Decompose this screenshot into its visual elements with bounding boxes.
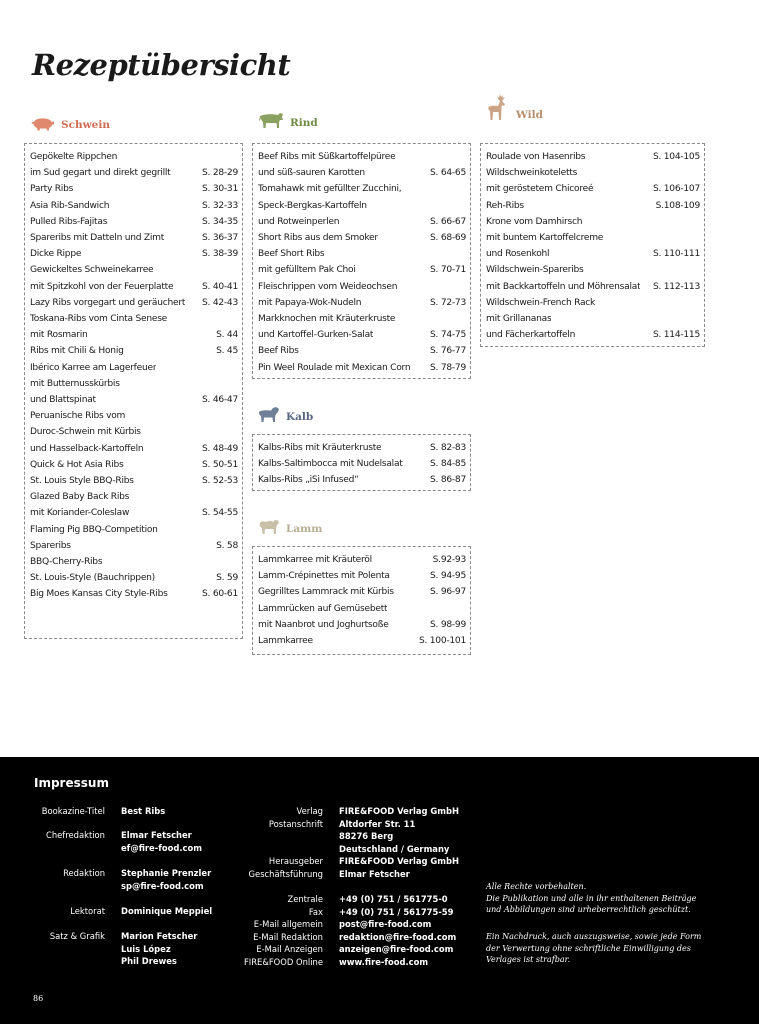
recipe-page: S. 44: [216, 330, 238, 341]
recipe-row: [30, 360, 238, 376]
recipe-page: S. 58: [216, 540, 238, 551]
recipe-page: S. 52-53: [202, 476, 238, 487]
page-title: Rezeptübersicht: [32, 48, 291, 82]
recipe-row: [258, 311, 466, 327]
pig-icon: [31, 117, 55, 131]
recipe-name: Beef Ribs: [258, 346, 299, 357]
recipe-row: [486, 295, 700, 311]
value-address-street: Altdorfer Str. 11: [339, 818, 416, 829]
recipe-name: Beef Ribs mit Süßkartoffelpüree: [258, 152, 396, 162]
value-zentrale: +49 (0) 751 / 561775-0: [339, 894, 448, 904]
recipe-page: S. 84-85: [430, 459, 466, 470]
recipe-name: mit Butternusskürbis: [30, 378, 120, 389]
recipe-name: Tomahawk mit gefüllter Zucchini,: [258, 184, 402, 195]
recipe-row: [258, 181, 466, 197]
recipe-name: mit Backkartoffeln und Möhrensalat: [486, 281, 641, 292]
impressum-footer: [0, 757, 759, 1024]
recipe-page: S. 76-77: [430, 346, 466, 357]
label-email-allgemein: E-Mail allgemein: [253, 919, 323, 929]
cow-icon: [258, 111, 284, 129]
label-chefredaktion: Chefredaktion: [45, 830, 105, 840]
recipe-page: S. 45: [216, 346, 238, 357]
recipe-name: Reh-Ribs: [486, 200, 524, 211]
category-label-kalb: Kalb: [286, 411, 314, 423]
recipe-row: [258, 246, 466, 262]
recipe-name: Big Moes Kansas City Style-Ribs: [30, 589, 168, 600]
recipe-name: Wildschwein-French Rack: [486, 297, 596, 308]
recipe-name: Party Ribs: [30, 184, 74, 195]
recipe-row: [258, 584, 466, 600]
value-bookazine-title: Best Ribs: [121, 806, 166, 816]
recipe-row: [30, 181, 238, 197]
value-satz-grafik-1: Marion Fetscher: [121, 931, 198, 941]
reprint-line: Ein Nachdruck, auch auszugsweise, sowie jede Form: [486, 932, 702, 941]
recipe-row: [486, 262, 700, 278]
recipe-page: S.108-109: [655, 200, 700, 211]
recipe-page: S. 54-55: [202, 508, 238, 519]
recipe-row: [258, 343, 466, 359]
recipe-page: S. 86-87: [430, 475, 466, 486]
value-geschaeftsfuehrung: Elmar Fetscher: [339, 868, 410, 879]
label-email-anzeigen: E-Mail Anzeigen: [256, 944, 323, 954]
recipe-name: Gepökelte Rippchen: [30, 152, 118, 162]
recipe-name: mit geröstetem Chicoreé: [486, 184, 594, 195]
recipe-row: [258, 214, 466, 230]
recipe-name: Duroc-Schwein mit Kürbis: [30, 427, 141, 438]
recipe-row: [258, 617, 466, 633]
value-chefredaktion-name: Elmar Fetscher: [121, 830, 192, 840]
rights-line: Die Publikation und alle in ihr enthaltenen Beiträge: [486, 893, 697, 903]
recipe-name: mit gefülltem Pak Choi: [258, 265, 356, 276]
recipe-page: S. 64-65: [430, 168, 466, 179]
recipe-row: [30, 457, 238, 473]
value-lektorat: Dominique Meppiel: [121, 906, 213, 916]
recipe-name: Kalbs-Saltimbocca mit Nudelsalat: [258, 459, 403, 470]
recipe-name: Markknochen mit Kräuterkruste: [258, 314, 396, 325]
recipe-name: Kalbs-Ribs mit Kräuterkruste: [258, 443, 382, 453]
recipe-name: Beef Short Ribs: [258, 249, 325, 260]
recipe-row: [30, 586, 238, 602]
label-postanschrift: Postanschrift: [268, 818, 323, 829]
recipe-name: Lammkarree mit Kräuteröl: [258, 555, 372, 565]
recipe-name: Lazy Ribs vorgegart und geräuchert: [30, 297, 186, 308]
category-label-wild: Wild: [516, 109, 543, 121]
recipe-row: [486, 311, 700, 327]
recipe-name: und Rotweinperlen: [258, 216, 340, 227]
value-fax: +49 (0) 751 / 561775-59: [339, 906, 454, 917]
recipe-box-schwein: [24, 143, 243, 639]
label-lektorat: Lektorat: [70, 906, 105, 916]
value-satz-grafik-3: Phil Drewes: [121, 956, 177, 966]
recipe-page: S. 28-29: [202, 168, 238, 179]
recipe-row: [30, 295, 238, 311]
recipe-name: Glazed Baby Back Ribs: [30, 492, 130, 503]
recipe-page: S. 94-95: [430, 571, 466, 582]
recipe-row: [30, 311, 238, 327]
value-redaktion-name: Stephanie Prenzler: [121, 868, 212, 878]
value-verlag: FIRE&FOOD Verlag GmbH: [339, 806, 460, 816]
recipe-name: mit Koriander-Coleslaw: [30, 508, 130, 519]
recipe-name: mit Rosmarin: [30, 330, 88, 341]
calf-icon: [258, 405, 280, 423]
recipe-row: [258, 633, 466, 649]
category-label-lamm: Lamm: [286, 523, 323, 535]
label-email-redaktion: E-Mail Redaktion: [253, 931, 323, 942]
value-email-anzeigen[interactable]: anzeigen@fire-food.com: [339, 944, 454, 954]
recipe-row: [30, 570, 238, 586]
recipe-page: S. 50-51: [202, 459, 238, 470]
recipe-row: [30, 376, 238, 392]
recipe-page: S. 100-101: [418, 636, 466, 647]
recipe-page: S. 60-61: [202, 589, 238, 600]
recipe-page: S. 110-111: [652, 249, 700, 260]
recipe-name: Lammkarree: [258, 636, 313, 647]
recipe-name: Lammrücken auf Gemüsebett: [258, 603, 388, 614]
recipe-page: S. 70-71: [430, 265, 466, 276]
recipe-name: Asia Rib-Sandwich: [30, 200, 110, 211]
recipe-page: S. 82-83: [430, 443, 466, 453]
category-label-schwein: Schwein: [61, 119, 110, 131]
recipe-name: Speck-Bergkas-Kartoffeln: [258, 200, 367, 211]
recipe-row: [258, 149, 466, 165]
recipe-name: Lamm-Crépinettes mit Polenta: [258, 571, 390, 582]
recipe-name: und Fächerkartoffeln: [486, 330, 576, 341]
recipe-name: St. Louis Style BBQ-Ribs: [30, 476, 134, 487]
recipe-page: S. 98-99: [430, 619, 466, 630]
category-kalb: [258, 401, 313, 423]
recipe-box-lamm: [252, 546, 471, 655]
recipe-name: Toskana-Ribs vom Cinta Senese: [30, 314, 168, 325]
recipe-name: Krone vom Damhirsch: [486, 216, 583, 227]
page-number: 86: [33, 994, 44, 1003]
recipe-name: Short Ribs aus dem Smoker: [258, 233, 378, 244]
recipe-name: Ibérico Karree am Lagerfeuer: [30, 362, 157, 373]
recipe-row: [30, 522, 238, 538]
recipe-row: [30, 198, 238, 214]
recipe-page: S. 114-115: [652, 330, 700, 341]
recipe-row: [30, 149, 238, 165]
recipe-name: Wildschweinkoteletts: [486, 168, 578, 179]
recipe-row: [30, 246, 238, 262]
recipe-name: mit Papaya-Wok-Nudeln: [258, 297, 362, 308]
recipe-page: S. 36-37: [202, 233, 238, 244]
label-verlag: Verlag: [296, 806, 323, 816]
recipe-page: S. 68-69: [430, 233, 466, 244]
category-schwein: [31, 109, 110, 131]
recipe-page: S. 32-33: [202, 200, 238, 211]
value-email-redaktion[interactable]: redaktion@fire-food.com: [339, 931, 457, 942]
recipe-page: S. 106-107: [652, 184, 700, 195]
recipe-row: [486, 198, 700, 214]
recipe-name: St. Louis-Style (Bauchrippen): [30, 573, 155, 584]
recipe-name: mit Spitzkohl von der Feuerplatte: [30, 281, 174, 292]
value-chefredaktion-email[interactable]: ef@fire-food.com: [121, 842, 202, 853]
recipe-row: [258, 295, 466, 311]
recipe-name: Spareribs: [30, 540, 71, 551]
value-email-allgemein[interactable]: post@fire-food.com: [339, 919, 432, 929]
recipe-row: [486, 181, 700, 197]
recipe-row: [486, 246, 700, 262]
recipe-row: [258, 552, 466, 568]
recipe-page: S. 38-39: [202, 249, 238, 260]
recipe-name: Spareribs mit Datteln und Zimt: [30, 233, 165, 244]
recipe-box-rind: [252, 143, 471, 379]
label-satz-grafik: Satz & Grafik: [49, 931, 105, 941]
recipe-row: [486, 214, 700, 230]
recipe-page: S. 59: [216, 573, 238, 584]
rights-line: und Abbildungen sind urheberrechtlich geschützt.: [486, 905, 691, 914]
recipe-page: S. 112-113: [652, 281, 700, 292]
recipe-row: [30, 489, 238, 505]
recipe-name: mit Naanbrot und Joghurtsoße: [258, 619, 389, 630]
category-rind: [258, 107, 318, 129]
recipe-name: Fleischrippen vom Weideochsen: [258, 281, 398, 292]
label-redaktion: Redaktion: [63, 868, 105, 878]
recipe-row: [486, 279, 700, 295]
recipe-row: [258, 360, 466, 376]
recipe-name: und Rosenkohl: [486, 249, 550, 260]
recipe-row: [30, 230, 238, 246]
recipe-row: [258, 440, 466, 456]
recipe-name: Roulade von Hasenribs: [486, 152, 586, 162]
recipe-page: S. 42-43: [202, 297, 238, 308]
rights-notice: [486, 881, 696, 916]
recipe-row: [30, 441, 238, 457]
value-address-country: Deutschland / Germany: [339, 843, 450, 854]
recipe-name: BBQ-Cherry-Ribs: [30, 557, 103, 568]
recipe-page: S. 74-75: [430, 330, 466, 341]
recipe-row: [30, 538, 238, 554]
label-geschaeftsfuehrung: Geschäftsführung: [248, 868, 323, 879]
recipe-row: [258, 279, 466, 295]
recipe-row: [30, 424, 238, 440]
recipe-box-wild: [480, 143, 705, 347]
recipe-row: [30, 473, 238, 489]
lamb-icon: [258, 517, 280, 535]
recipe-row: [30, 214, 238, 230]
label-fax: Fax: [308, 906, 323, 917]
recipe-page: S. 46-47: [202, 395, 238, 406]
label-herausgeber: Herausgeber: [268, 856, 323, 866]
value-online[interactable]: www.fire-food.com: [339, 956, 429, 967]
recipe-name: Quick & Hot Asia Ribs: [30, 459, 124, 470]
label-online: FIRE&FOOD Online: [243, 956, 323, 967]
reprint-line: Verlages ist strafbar.: [486, 955, 571, 964]
recipe-name: und Blattspinat: [30, 395, 96, 406]
value-herausgeber: FIRE&FOOD Verlag GmbH: [339, 856, 460, 866]
recipe-name: Dicke Rippe: [30, 249, 82, 260]
recipe-row: [258, 198, 466, 214]
recipe-name: Flaming Pig BBQ-Competition: [30, 524, 158, 535]
label-zentrale: Zentrale: [287, 894, 323, 904]
recipe-page: S. 72-73: [430, 297, 466, 308]
recipe-page: S. 78-79: [430, 362, 466, 373]
recipe-page: S. 96-97: [430, 587, 466, 598]
value-redaktion-email[interactable]: sp@fire-food.com: [121, 880, 204, 891]
recipe-row: [258, 165, 466, 181]
recipe-box-kalb: [252, 434, 471, 491]
recipe-row: [258, 472, 466, 488]
reprint-notice: [486, 931, 701, 966]
recipe-row: [258, 601, 466, 617]
category-label-rind: Rind: [290, 117, 318, 129]
impressum-title: Impressum: [34, 776, 109, 790]
recipe-row: [258, 262, 466, 278]
recipe-page: S. 34-35: [202, 216, 238, 227]
recipe-row: [486, 230, 700, 246]
recipe-page: S. 104-105: [652, 152, 700, 162]
recipe-row: [486, 327, 700, 343]
recipe-row: [30, 327, 238, 343]
recipe-name: und Hasselback-Kartoffeln: [30, 443, 144, 454]
recipe-name: und süß-sauren Karotten: [258, 168, 365, 179]
rights-line: Alle Rechte vorbehalten.: [486, 882, 587, 891]
reprint-line: der Verwertung ohne schriftliche Einwilligung des: [486, 943, 691, 953]
recipe-row: [30, 165, 238, 181]
value-satz-grafik-2: Luis López: [121, 943, 171, 954]
recipe-row: [30, 392, 238, 408]
category-wild: [486, 99, 543, 121]
value-address-city: 88276 Berg: [339, 831, 394, 841]
recipe-row: [486, 165, 700, 181]
recipe-name: Peruanische Ribs vom: [30, 411, 126, 422]
recipe-name: Pin Weel Roulade mit Mexican Corn: [258, 362, 411, 373]
recipe-name: mit Grillananas: [486, 314, 552, 325]
recipe-name: Wildschwein-Spareribs: [486, 265, 584, 276]
recipe-row: [30, 554, 238, 570]
recipe-name: Pulled Ribs-Fajitas: [30, 216, 108, 227]
recipe-name: im Sud gegart und direkt gegrillt: [30, 168, 171, 179]
recipe-page: S.92-93: [432, 555, 466, 565]
recipe-row: [30, 408, 238, 424]
category-lamm: [258, 513, 322, 535]
recipe-name: Ribs mit Chili & Honig: [30, 346, 124, 357]
recipe-page: S. 66-67: [430, 216, 466, 227]
recipe-row: [258, 230, 466, 246]
recipe-page: S. 48-49: [202, 443, 238, 454]
recipe-name: mit buntem Kartoffelcreme: [486, 233, 604, 244]
recipe-row: [486, 149, 700, 165]
recipe-row: [258, 568, 466, 584]
recipe-row: [30, 279, 238, 295]
recipe-row: [30, 505, 238, 521]
label-bookazine-title: Bookazine-Titel: [41, 806, 105, 816]
recipe-name: und Kartoffel-Gurken-Salat: [258, 330, 374, 341]
deer-icon: [486, 93, 510, 121]
recipe-row: [30, 262, 238, 278]
recipe-name: Kalbs-Ribs „iSi Infused“: [258, 475, 359, 486]
recipe-page: S. 30-31: [202, 184, 238, 195]
recipe-row: [30, 343, 238, 359]
recipe-row: [258, 327, 466, 343]
recipe-name: Gegrilltes Lammrack mit Kürbis: [258, 587, 394, 598]
recipe-row: [258, 456, 466, 472]
recipe-page: S. 40-41: [202, 281, 238, 292]
recipe-name: Gewickeltes Schweinekarree: [30, 265, 154, 276]
